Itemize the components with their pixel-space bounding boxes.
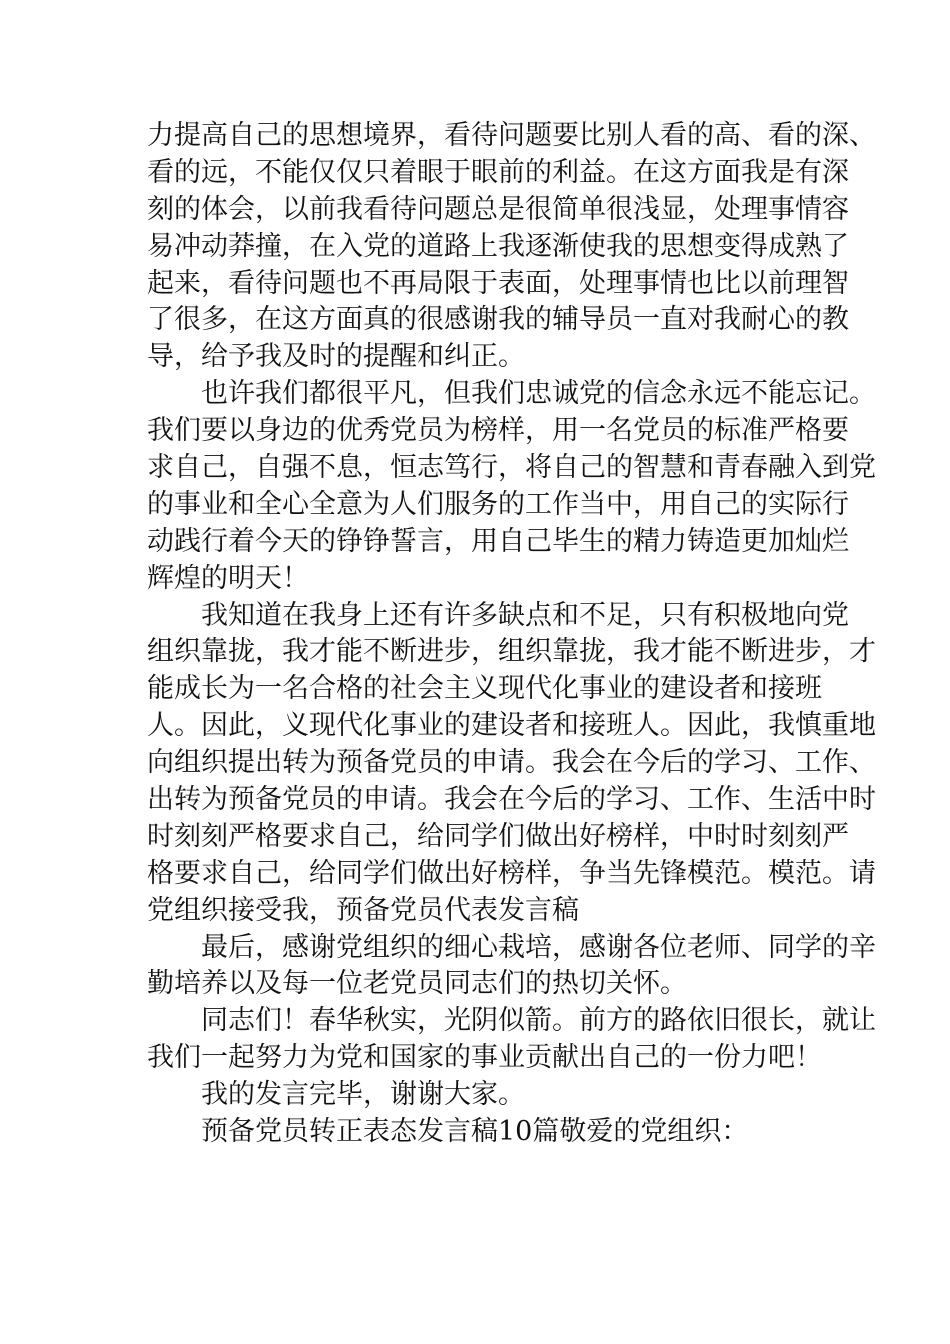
text-line: 刻的体会，以前我看待问题总是很简单很浅显，处理事情容 <box>147 193 849 225</box>
text-line: 求自己，自强不息，恒志笃行，将自己的智慧和青春融入到党 <box>147 452 876 484</box>
paragraph <box>147 1077 807 1114</box>
text-line: 辉煌的明天！ <box>147 562 309 594</box>
text-line: 力提高自己的思想境界，看待问题要比别人看的高、看的深、 <box>147 120 876 151</box>
text-line: 向组织提出转为预备党员的申请。我会在今后的学习、工作、 <box>147 747 876 779</box>
text-line: 出转为预备党员的申请。我会在今后的学习、工作、生活中时 <box>147 784 876 816</box>
text-line: 的事业和全心全意为人们服务的工作当中，用自己的实际行 <box>147 488 849 520</box>
paragraph <box>147 1003 876 1077</box>
text-line: 我的发言完毕，谢谢大家。 <box>201 1079 525 1111</box>
text-line: 同志们！春华秋实，光阴似箭。前方的路依旧很长，就让 <box>201 1005 876 1037</box>
text-line: 了很多，在这方面真的很感谢我的辅导员一直对我耐心的教 <box>147 304 849 336</box>
text-line: 格要求自己，给同学们做出好榜样，争当先锋模范。模范。请 <box>147 857 876 889</box>
paragraph <box>147 376 876 597</box>
text-line: 我们要以身边的优秀党员为榜样，用一名党员的标准严格要 <box>147 415 849 447</box>
text-line: 易冲动莽撞，在入党的道路上我逐渐使我的思想变得成熟了 <box>147 230 849 262</box>
text-line: 也许我们都很平凡，但我们忠诚党的信念永远不能忘记。 <box>201 378 876 410</box>
document-body <box>147 118 876 1151</box>
text-line: 人。因此，义现代化事业的建设者和接班人。因此，我慎重地 <box>147 710 876 742</box>
text-line: 能成长为一名合格的社会主义现代化事业的建设者和接班 <box>147 673 822 705</box>
text-line: 我知道在我身上还有许多缺点和不足，只有积极地向党 <box>201 599 849 631</box>
paragraph <box>147 930 876 1004</box>
text-line: 时刻刻严格要求自己，给同学们做出好榜样，中时时刻刻严 <box>147 820 849 852</box>
text-line: 党组织接受我，预备党员代表发言稿 <box>147 894 579 926</box>
text-line: 最后，感谢党组织的细心栽培，感谢各位老师、同学的辛 <box>201 931 876 963</box>
text-line: 看的远，不能仅仅只着眼于眼前的利益。在这方面我是有深 <box>147 156 849 188</box>
text-line: 组织靠拢，我才能不断进步，组织靠拢，我才能不断进步，才 <box>147 636 876 668</box>
text-line: 起来，看待问题也不再局限于表面，处理事情也比以前理智 <box>147 267 849 299</box>
text-line: 预备党员转正表态发言稿10篇敬爱的党组织： <box>201 1116 749 1148</box>
text-line: 动践行着今天的铮铮誓言，用自己毕生的精力铸造更加灿烂 <box>147 525 849 557</box>
paragraph <box>147 598 876 930</box>
paragraph <box>147 118 876 376</box>
paragraph <box>147 1114 807 1151</box>
text-line: 导，给予我及时的提醒和纠正。 <box>147 341 525 373</box>
text-line: 勤培养以及每一位老党员同志们的热切关怀。 <box>147 968 687 1000</box>
text-line: 我们一起努力为党和国家的事业贡献出自己的一份力吧！ <box>147 1042 822 1074</box>
